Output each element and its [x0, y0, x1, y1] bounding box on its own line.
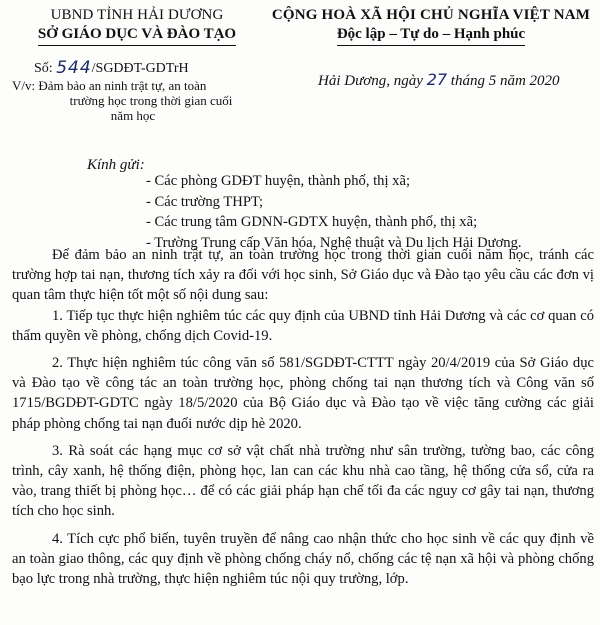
- doc-number-prefix: Số:: [34, 61, 53, 76]
- recipients-label: Kính gửi:: [87, 157, 145, 173]
- body-intro: Để đảm bảo an ninh trật tự, an toàn trường học trong thời gian cuối năm học, tránh các trường hợp tai nạn, thương tích xảy ra đối với học sinh, Sở Giáo dục và Đào tạo yêu cầu các đơn vị quan tâm thực hiện tốt một số nội dung sau:: [12, 247, 594, 304]
- body-item-1: 1. Tiếp tục thực hiện nghiêm túc các quy định của UBND tỉnh Hải Dương và các cơ quan có thẩm quyền về phòng, chống dịch Covid-19.: [12, 307, 594, 344]
- national-motto: Độc lập – Tự do – Hạnh phúc: [337, 25, 525, 46]
- subject-line-1: V/v: Đảm bảo an ninh trật tự, an toàn: [12, 78, 207, 93]
- doc-number-suffix: /SGDĐT-GDTrH: [91, 61, 189, 76]
- month-label: tháng: [450, 73, 485, 89]
- body-item-3: 3. Rà soát các hạng mục cơ sở vật chất nhà trường như sân trường, tường bao, các công trình, cây xanh, hệ thống điện, phòng học, lan can các khu nhà cao tầng, hệ thống cửa sổ, cửa ra vào, trang thiết bị phòng học… để có các giải pháp hạn chế tối đa các nguy cơ gây tai nạn, thương tích cho học sinh.: [12, 442, 594, 520]
- date-day-handwritten: 27: [426, 70, 448, 89]
- subject-line-2: trường học trong thời gian cuối: [69, 93, 233, 108]
- subject-line-3: năm học: [110, 108, 156, 123]
- recipient-item: - Các phòng GDĐT huyện, thành phố, thị xã;: [146, 173, 410, 189]
- place-label: Hải Dương, ngày: [318, 73, 423, 89]
- national-header-block: [266, 6, 596, 46]
- recipient-item: - Các trường THPT;: [146, 193, 264, 210]
- body-item-4: 4. Tích cực phổ biến, tuyên truyền để nâng cao nhận thức cho học sinh về các quy định về an toàn giao thông, các quy định về phòng chống cháy nổ, chống các tệ nạn xã hội và phòng chống bạo lực trong nhà trường, thực hiện nghiêm túc nội quy trường, lớp.: [12, 530, 594, 588]
- recipient-item: - Trường Trung cấp Văn hóa, Nghệ thuật và Du lịch Hải Dương.: [146, 234, 522, 251]
- national-name: CỘNG HOÀ XÃ HỘI CHỦ NGHĨA VIỆT NAM: [271, 7, 591, 23]
- document-body: [12, 245, 594, 596]
- document-subject: [12, 78, 270, 123]
- agency-parent: UBND TỈNH HẢI DƯƠNG: [50, 7, 224, 23]
- issuing-agency-block: [8, 6, 266, 46]
- doc-number-handwritten: 544: [56, 58, 92, 78]
- document-number: [34, 59, 189, 78]
- year-label: năm 2020: [499, 73, 560, 89]
- recipient-item: - Các trung tâm GDNN-GDTX huyện, thành phố, thị xã;: [146, 214, 478, 230]
- agency-name: SỞ GIÁO DỤC VÀ ĐÀO TẠO: [38, 25, 236, 46]
- place-and-date: [318, 70, 560, 91]
- recipients-list: [146, 171, 522, 253]
- body-item-2: 2. Thực hiện nghiêm túc công văn số 581/SGDĐT-CTTT ngày 20/4/2019 của Sở Giáo dục và Đào tạo về công tác an toàn trường học, phòng chống tai nạn thương tích và Công văn số 1715/BGDĐT-GDTC ngày 18/5/2020 của Bộ Giáo dục và Đào tạo về việc tăng cường các giải pháp phòng chống tai nạn đuối nước dịp hè 2020.: [12, 355, 594, 432]
- date-month: 5: [488, 73, 497, 89]
